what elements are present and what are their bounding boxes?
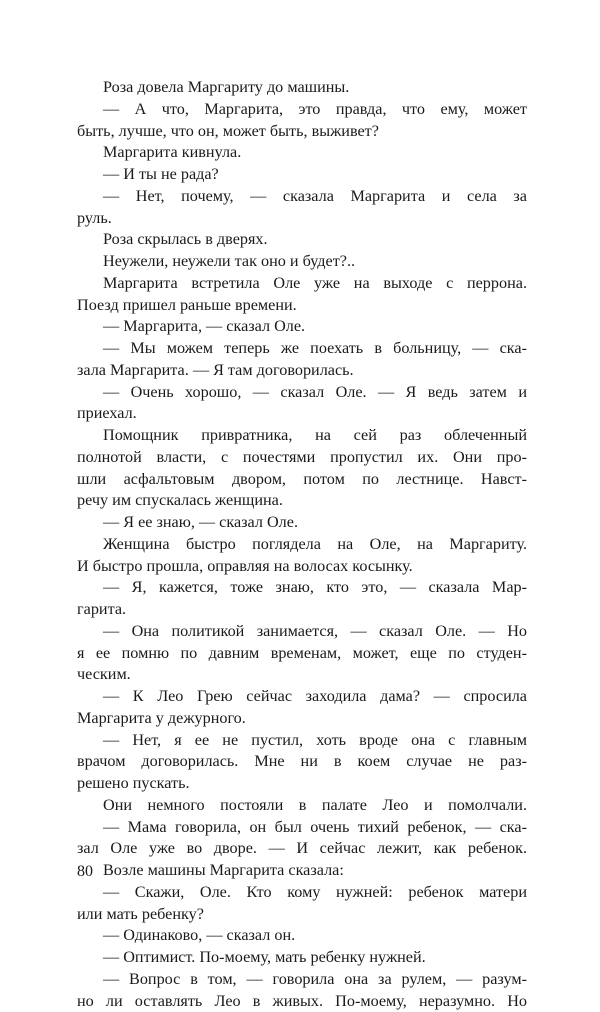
text-line: — Она политикой занимается, — сказал Оле. — Но: [77, 621, 527, 643]
text-line: — Мама говорила, он был очень тихий ребенок, — ска-: [77, 817, 527, 839]
text-line: — А что, Маргарита, это правда, что ему, может: [77, 99, 527, 121]
text-line: речу им спускалась женщина.: [77, 490, 527, 512]
text-line: приехал.: [77, 403, 527, 425]
text-line: — Нет, почему, — сказала Маргарита и села за: [77, 186, 527, 208]
text-line: — Я ее знаю, — сказал Оле.: [77, 512, 527, 534]
text-line: — Очень хорошо, — сказал Оле. — Я ведь затем и: [77, 382, 527, 404]
text-line: Неужели, неужели так оно и будет?..: [77, 251, 527, 273]
text-line: полнотой власти, с почестями пропустил их. Они про-: [77, 447, 527, 469]
text-line: зал Оле уже во дворе. — И сейчас лежит, как ребенок.: [77, 838, 527, 860]
page-text: [77, 77, 527, 1012]
text-line: зала Маргарита. — Я там договорилась.: [77, 360, 527, 382]
page-number: 80: [77, 863, 93, 881]
text-line: или мать ребенку?: [77, 904, 527, 926]
text-line: Женщина быстро поглядела на Оле, на Маргариту.: [77, 534, 527, 556]
text-line: Роза довела Маргариту до машины.: [77, 77, 527, 99]
text-line: И быстро прошла, оправляя на волосах косынку.: [77, 556, 527, 578]
text-line: Маргарита у дежурного.: [77, 708, 527, 730]
text-line: Помощник привратника, на сей раз облеченный: [77, 425, 527, 447]
text-line: — Вопрос в том, — говорила она за рулем, — разум-: [77, 969, 527, 991]
text-line: шли асфальтовым двором, потом по лестнице. Навст-: [77, 469, 527, 491]
text-line: но ли оставлять Лео в живых. По-моему, неразумно. Но: [77, 991, 527, 1012]
text-line: — Скажи, Оле. Кто кому нужней: ребенок матери: [77, 882, 527, 904]
text-line: врачом договорилась. Мне ни в коем случае не раз-: [77, 751, 527, 773]
text-line: — И ты не рада?: [77, 164, 527, 186]
text-line: Маргарита встретила Оле уже на выходе с перрона.: [77, 273, 527, 295]
text-line: Возле машины Маргарита сказала:: [77, 860, 527, 882]
text-line: — Мы можем теперь же поехать в больницу, — ска-: [77, 338, 527, 360]
text-line: — К Лео Грею сейчас заходила дама? — спросила: [77, 686, 527, 708]
text-line: Роза скрылась в дверях.: [77, 229, 527, 251]
text-line: руль.: [77, 208, 527, 230]
text-line: — Оптимист. По-моему, мать ребенку нужней.: [77, 947, 527, 969]
text-line: ческим.: [77, 664, 527, 686]
text-line: быть, лучше, что он, может быть, выживет?: [77, 121, 527, 143]
text-line: Поезд пришел раньше времени.: [77, 295, 527, 317]
text-line: — Нет, я ее не пустил, хоть вроде она с главным: [77, 730, 527, 752]
text-line: — Одинаково, — сказал он.: [77, 925, 527, 947]
text-line: гарита.: [77, 599, 527, 621]
text-line: я ее помню по давним временам, может, еще по студен-: [77, 643, 527, 665]
text-line: Маргарита кивнула.: [77, 142, 527, 164]
text-line: решено пускать.: [77, 773, 527, 795]
text-line: — Я, кажется, тоже знаю, кто это, — сказала Мар-: [77, 577, 527, 599]
text-line: — Маргарита, — сказал Оле.: [77, 316, 527, 338]
text-line: Они немного постояли в палате Лео и помолчали.: [77, 795, 527, 817]
